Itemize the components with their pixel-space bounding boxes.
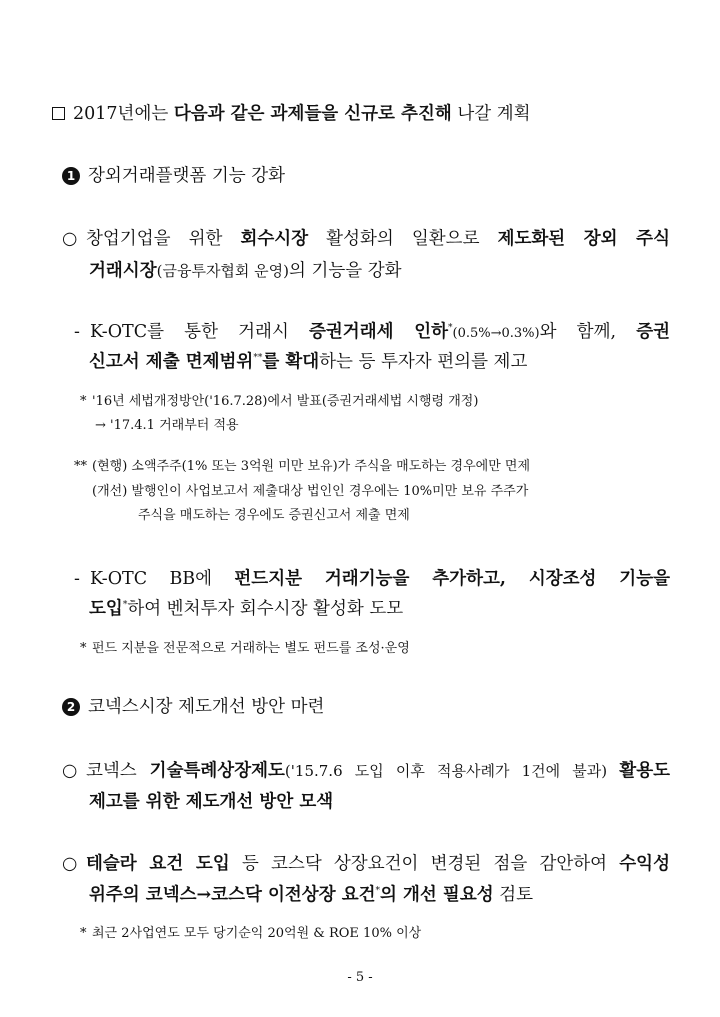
- sub-item-1-line-2: 신고서 제출 면제범위**를 확대하는 등 투자자 편의를 제고: [89, 352, 528, 372]
- sub-item-2-line-1: - K-OTC BB에 펀드지분 거래기능을 추가하고, 시장조성 기능을: [74, 569, 671, 589]
- note-2-line-2: (개선) 발행인이 사업보고서 제출대상 법인인 경우에는 10%미만 보유 주주가: [92, 484, 529, 499]
- number-2-icon: 2: [62, 698, 80, 716]
- note-2-1-line-1: * 최근 2사업연도 모두 당기순익 20억원 & ROE 10% 이상: [80, 926, 422, 941]
- sub-item-1-line-1: - K-OTC를 통한 거래시 증권거래세 인하*(0.5%→0.3%)와 함께, 증권: [74, 322, 670, 342]
- sub-item-2-line-2: 도입*하여 벤처투자 회수시장 활성화 도모: [89, 599, 404, 619]
- item-line-2: 거래시장(금융투자협회 운영)의 기능을 강화: [89, 261, 402, 281]
- item-2-1-line-2: 제고를 위한 제도개선 방안 모색: [89, 792, 334, 812]
- section1-title: 1 장외거래플랫폼 기능 강화: [62, 162, 285, 187]
- number-1-icon: 1: [62, 167, 80, 185]
- checkbox-icon: [52, 107, 65, 120]
- note-2-line-3: 주식을 매도하는 경우에도 증권신고서 제출 면제: [138, 508, 410, 523]
- item-2-2-line-2: 위주의 코넥스→코스닥 이전상장 요건*의 개선 필요성 검토: [89, 885, 534, 905]
- item-2-2-line-1: ○ 테슬라 요건 도입 등 코스닥 상장요건이 변경된 점을 감안하여 수익성: [62, 854, 670, 874]
- note-1-line-2: → '17.4.1 거래부터 적용: [95, 418, 239, 433]
- note-3-line-1: * 펀드 지분을 전문적으로 거래하는 별도 펀드를 조성·운영: [80, 641, 410, 656]
- note-2-line-1: ** (현행) 소액주주(1% 또는 3억원 미만 보유)가 주식을 매도하는 경우에만 면제: [74, 459, 530, 474]
- item-2-1-line-1: ○ 코넥스 기술특례상장제도('15.7.6 도입 이후 적용사례가 1건에 불과) 활용도: [62, 761, 671, 781]
- section2-title: 2 코넥스시장 제도개선 방안 마련: [62, 693, 324, 718]
- note-1-line-1: * '16년 세법개정방안('16.7.28)에서 발표(증권거래세법 시행령 개정): [80, 394, 479, 409]
- page-number: - 5 -: [347, 970, 373, 985]
- item-line-1: ○ 창업기업을 위한 회수시장 활성화의 일환으로 제도화된 장외 주식: [62, 229, 670, 249]
- heading-line: 2017년에는 다음과 같은 과제들을 신규로 추진해 나갈 계획: [52, 100, 531, 125]
